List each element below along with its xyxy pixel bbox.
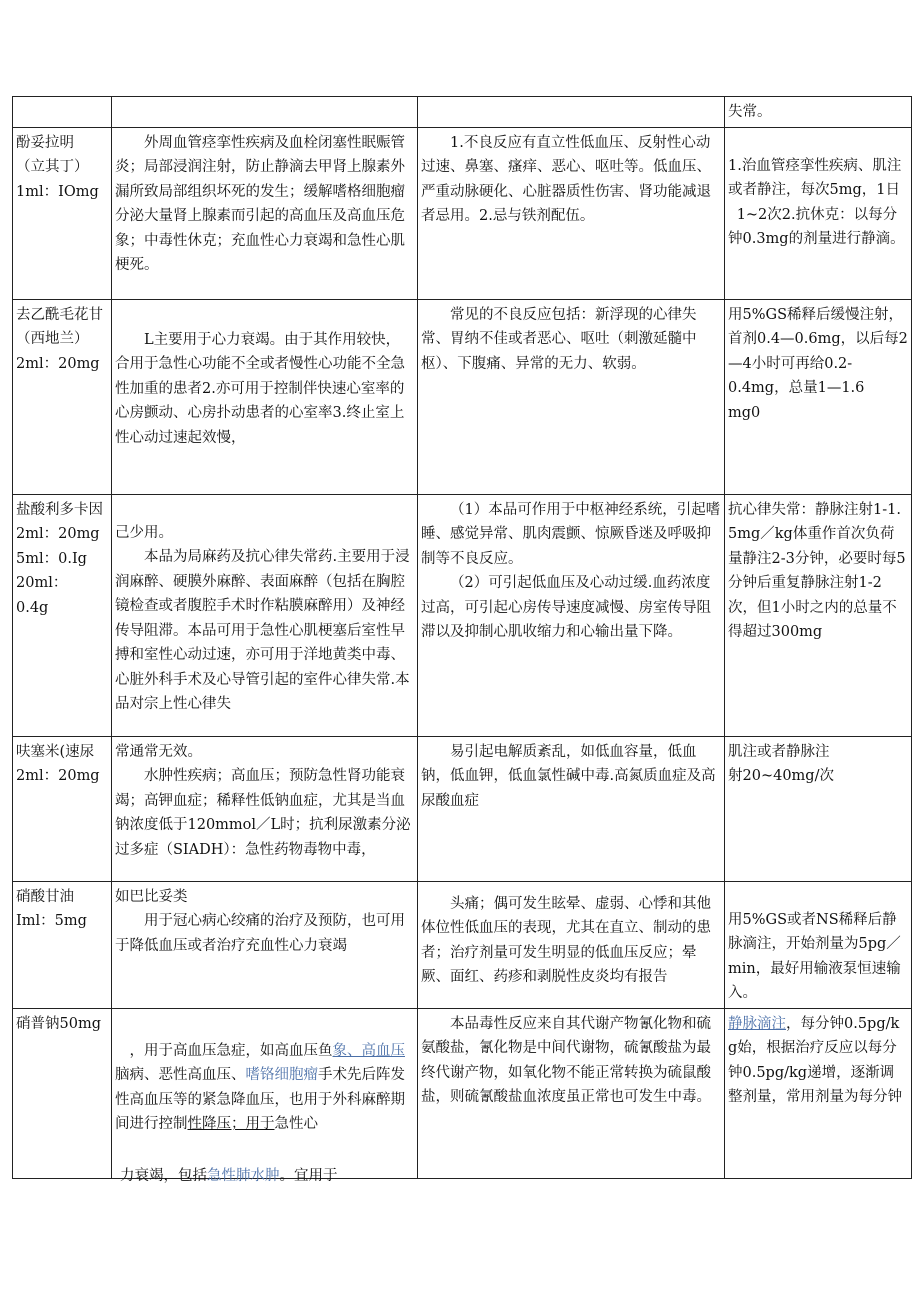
indication-cell — [112, 736, 418, 881]
adverse-cell — [418, 127, 725, 299]
drug-spec: 1ml：IOmg — [16, 183, 99, 200]
indication-carryover: 常通常无效。 — [115, 743, 202, 760]
indication-text — [115, 1039, 414, 1137]
underlined-text: 用于 — [245, 1116, 275, 1132]
dosage-text: 1~2次2.抗休克：以每分钟0.3mg的剂量进行静滴。 — [728, 206, 905, 247]
link-text[interactable]: 静脉滴注 — [728, 1015, 786, 1032]
dosage-cell — [725, 1008, 912, 1178]
indication-text: 水肿性疾病；高血压；预防急性肾功能衰竭；高钾血症；稀释性低钠血症，尤其是当血钠浓度低于120mmol／L时；抗利尿激素分泌过多症（SIADH）：急性药物毒物中毒， — [115, 768, 411, 858]
adverse-text: 常见的不良反应包括：新浮现的心律失常、胃纳不佳或者恶心、呕吐（刺激延髓中枢）、下腹痛、异常的无力、软弱。 — [421, 306, 697, 372]
drug-spec: Iml：5mg — [16, 913, 87, 929]
table-row — [13, 881, 912, 1008]
indication-cell — [112, 494, 418, 736]
drug-name: 盐酸利多卡因 — [16, 501, 103, 518]
indication-carryover: 己少用。 — [115, 524, 173, 541]
adverse-cell — [418, 299, 725, 494]
dosage-cell — [725, 881, 912, 1008]
adverse-text: （1）本品可作用于中枢神经系统，引起嗜睡、感觉异常、肌肉震颤、惊厥昏迷及呼吸抑制等不良反应。 — [421, 501, 721, 567]
dosage-text: 用5%GS稀释后缓慢注射，首剂0.4—0.6mg，以后每2—4小时可再给0.2- — [728, 306, 908, 372]
adverse-text: （2）可引起低血压及心动过缓.血药浓度过高，可引起心房传导速度减慢、房室传导阻滞以及抑制心肌收缩力和心输出量下降。 — [421, 575, 711, 640]
trailing-part: 力衰竭，包括 — [120, 1168, 207, 1184]
indication-text: 用于冠心病心绞痛的治疗及预防，也可用于降低血压或者治疗充血性心力衰竭 — [115, 913, 405, 954]
adverse-cell — [418, 736, 725, 881]
indication-cell — [112, 127, 418, 299]
drug-name-cell — [13, 881, 112, 1008]
adverse-cell — [418, 494, 725, 736]
drug-spec: 2ml：20mg — [16, 526, 100, 542]
adverse-text: 本品毒性反应来自其代谢产物氰化物和硫氨酸盐，氰化物是中间代谢物，硫氰酸盐为最终代谢产物，如氧化物不能正常转换为硫鼠酸盐，则硫氰酸盐血浓度虽正常也可发生中毒。 — [421, 1015, 711, 1105]
table-row — [13, 736, 912, 881]
indication-carryover: 如巴比妥类 — [115, 888, 188, 905]
indication-part: 手术先后阵发性高血压等的紧急降血压，也用于外科麻醉期间进行控制 — [115, 1067, 405, 1132]
drug-name: 去乙酰毛花甘（西地兰） — [16, 306, 103, 347]
dosage-part: ，每分钟0.5pg/kg始，根据治疗反应以每分钟0.5pg/kg递增，逐渐调整剂量，常用剂量为每分钟 — [728, 1015, 902, 1105]
table-row — [13, 299, 912, 494]
drug-name-cell — [13, 97, 112, 128]
dosage-cell — [725, 736, 912, 881]
adverse-cell — [418, 881, 725, 1008]
dosage-text: 1.治血管痉挛性疾病、肌注或者静注，每次5mg，1日 — [728, 157, 902, 198]
drug-table — [12, 96, 912, 1179]
link-text[interactable]: 嗜铬细胞瘤 — [245, 1067, 318, 1083]
drug-name-cell — [13, 127, 112, 299]
dosage-text: mg0 — [728, 404, 761, 421]
indication-cell — [112, 299, 418, 494]
dosage-text: 失常。 — [728, 104, 772, 120]
table-row — [13, 127, 912, 299]
underlined-text: 性降压； — [187, 1116, 246, 1132]
adverse-cell — [418, 1008, 725, 1178]
trailing-text — [120, 1164, 338, 1188]
drug-name: 酚妥拉明 — [16, 134, 74, 151]
drug-name-cell — [13, 736, 112, 881]
indication-cell — [112, 881, 418, 1008]
adverse-cell — [418, 97, 725, 128]
indication-text: 外周血管痉挛性疾病及血栓闭塞性眠赈管炎；局部浸润注射，防止静滴去甲肾上腺素外漏所致局部组织坏死的发生；缓解嗜格细胞瘤分泌大量肾上腺素而引起的高血压及高血压危象；中毒性休克；充血性心力衰竭和急性心肌梗死。 — [115, 134, 405, 273]
drug-spec: 20ml： — [16, 575, 68, 591]
drug-name-cell — [13, 1008, 112, 1178]
indication-cell — [112, 1008, 418, 1178]
indication-cell — [112, 97, 418, 128]
indication-text: L主要用于心力衰竭。由于其作用较快，合用于急性心功能不全或者慢性心功能不全急性加重的患者2.亦可用于控制伴快速心室率的心房颤动、心房扑动患者的心室率3.终止室上性心动过速起效慢， — [115, 331, 405, 446]
indication-text: 本品为局麻药及抗心律失常药.主要用于浸润麻醉、硬膜外麻醉、表面麻醉（包括在胸腔镜检查或者腹腔手术时作粘膜麻醉用）及神经传导阻滞。本品可用于急性心肌梗塞后室性早搏和室性心动过速，亦可用于洋地黄类中毒、心脏外科手术及心导管引起的室件心律失常.本品对宗上性心律失 — [115, 549, 410, 712]
indication-part: 脑病、恶性高血压、 — [115, 1067, 246, 1083]
adverse-text: 易引起电解质紊乱，如低血容量，低血钠，低血钾，低血氯性碱中毒.高氮质血症及高尿酸血症 — [421, 743, 716, 809]
link-text[interactable]: 急性肺水肿 — [207, 1168, 280, 1184]
link-text[interactable]: 象、高血压 — [332, 1042, 405, 1059]
dosage-text: 射20~40mg/次 — [728, 768, 834, 784]
adverse-text: 1.不良反应有直立性低血压、反射性心动过速、鼻塞、瘙痒、恶心、呕吐等。低血压、严重动脉硬化、心脏器质性伤害、肾功能减退者忌用。2.忌与铁剂配伍。 — [421, 134, 711, 224]
drug-name: 硝普钠50mg — [16, 1015, 101, 1032]
dosage-cell — [725, 97, 912, 128]
drug-spec: 2ml：20mg — [16, 768, 100, 784]
dosage-cell — [725, 299, 912, 494]
indication-part: 急性心 — [274, 1116, 318, 1132]
dosage-cell — [725, 494, 912, 736]
table-row — [13, 1008, 912, 1178]
dosage-text: 用5%GS或者NS稀释后静脉滴注，开始剂量为5pg／min，最好用输液泵恒速输入。 — [728, 911, 901, 1001]
dosage-text — [728, 1012, 908, 1110]
trailing-part: 。宜用于 — [279, 1168, 338, 1184]
drug-name: 呋塞米(速尿 — [16, 743, 95, 760]
dosage-text: 0.4mg，总量1—1.6 — [728, 380, 865, 396]
indication-part: ，用于高血压急症，如高血压鱼 — [129, 1042, 333, 1059]
drug-spec: 0.4g — [16, 599, 49, 616]
drug-name: 硝酸甘油 — [16, 888, 74, 905]
dosage-text: 抗心律失常：静脉注射1-1.5mg／kg体重作首次负荷量静注2-3分钟，必要时每5分钟后重复静脉注射1-2次，但1小时之内的总量不得超过300mg — [728, 501, 906, 640]
drug-name-cell — [13, 494, 112, 736]
dosage-text: 肌注或者静脉注 — [728, 743, 830, 760]
drug-name-cell — [13, 299, 112, 494]
adverse-text: 头痛；偶可发生眩晕、虚弱、心悸和其他体位性低血压的表现，尤其在直立、制动的患者；治疗剂量可发生明显的低血压反应；晕厥、面红、药疹和剥脱性皮炎均有报告 — [421, 895, 711, 985]
table-row — [13, 494, 912, 736]
drug-spec: 5ml：0.Ig — [16, 550, 87, 567]
dosage-cell — [725, 127, 912, 299]
drug-alias: （立其丁） — [16, 159, 89, 175]
drug-spec: 2ml：20mg — [16, 355, 100, 372]
table-row — [13, 97, 912, 128]
